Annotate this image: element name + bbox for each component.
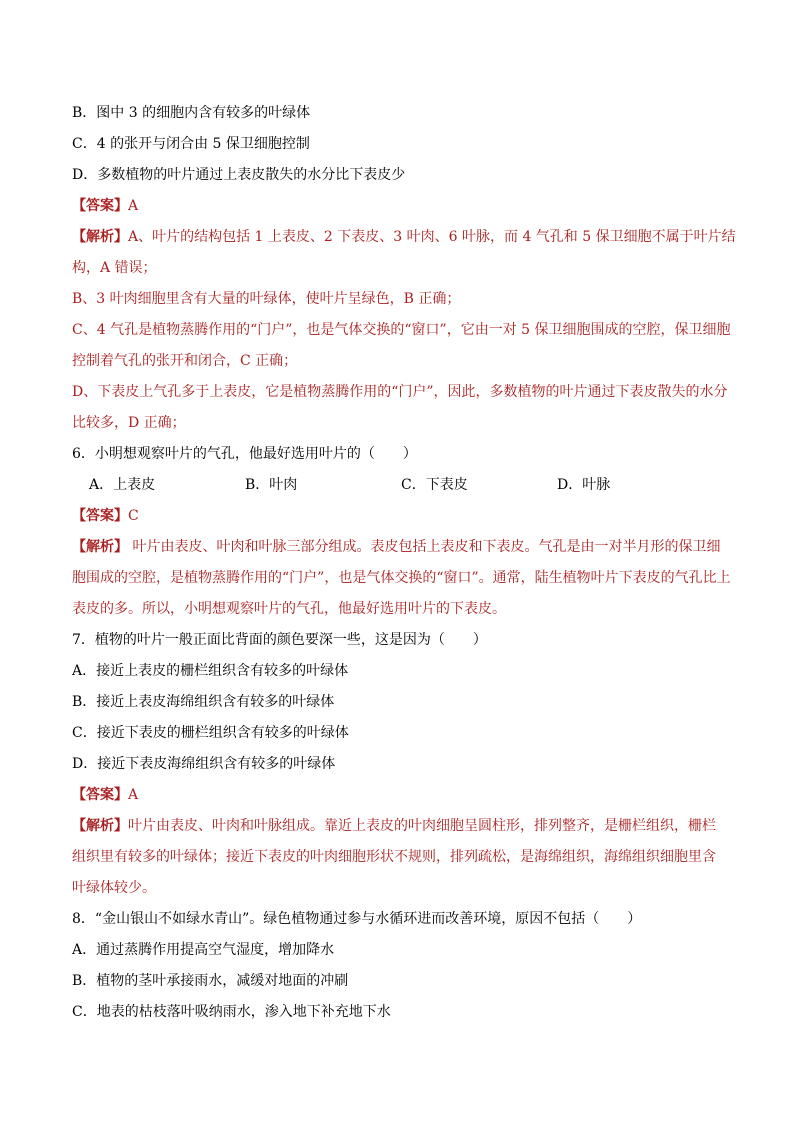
q6-answer [72, 501, 732, 532]
q7-option-a: A．接近上表皮的栅栏组织含有较多的叶绿体 [72, 663, 349, 679]
q5-analysis-line-7: 比较多，D 正确； [72, 415, 186, 431]
q6-options [72, 470, 732, 501]
q6-option-a: A．上表皮 [89, 477, 156, 493]
q5-analysis-line-5: 控制着气孔的张开和闭合，C 正确； [72, 353, 298, 369]
q5-analysis-line-3: B、3 叶肉细胞里含有大量的叶绿体，使叶片呈绿色，B 正确； [72, 291, 461, 307]
q5-analysis-line-2: 构，A 错误； [72, 260, 157, 276]
q8-stem: 8．“金山银山不如绿水青山”。绿色植物通过参与水循环进而改善环境，原因不包括（ ） [72, 911, 642, 927]
q5-analysis-line-6: D、下表皮上气孔多于上表皮，它是植物蒸腾作用的“门户”，因此，多数植物的叶片通过下表皮散失的水分 [72, 384, 728, 400]
q6-option-c: C．下表皮 [401, 477, 468, 493]
q7-stem: 7．植物的叶片一般正面比背面的颜色要深一些，这是因为（ ） [72, 632, 487, 648]
q7-analysis-line-1 [72, 811, 732, 842]
q5-answer [72, 191, 732, 222]
analysis-tag: 【解析】 [72, 539, 128, 555]
q6-analysis-line-3: 表皮的多。所以，小明想观察叶片的气孔，他最好选用叶片的下表皮。 [72, 601, 506, 617]
q7-answer [72, 780, 732, 811]
analysis-text: 叶片由表皮、叶肉和叶脉组成。靠近上表皮的叶肉细胞呈圆柱形，排列整齐，是栅栏组织，栅栏 [128, 818, 716, 834]
q5-option-c: C．4 的张开与闭合由 5 保卫细胞控制 [72, 136, 310, 152]
q6-option-d: D．叶脉 [557, 477, 611, 493]
q7-option-b: B．接近上表皮海绵组织含有较多的叶绿体 [72, 694, 335, 710]
q5-analysis-line-4: C、4 气孔是植物蒸腾作用的“门户”，也是气体交换的“窗口”，它由一对 5 保卫细胞围成的空腔，保卫细胞 [72, 322, 731, 338]
answer-tag: 【答案】 [72, 787, 128, 803]
q8-option-a: A．通过蒸腾作用提高空气湿度，增加降水 [72, 942, 335, 958]
q5-option-d: D．多数植物的叶片通过上表皮散失的水分比下表皮少 [72, 167, 406, 183]
q6-analysis-line-1 [72, 532, 732, 563]
answer-value: A [128, 787, 139, 803]
q7-option-d: D．接近下表皮海绵组织含有较多的叶绿体 [72, 756, 336, 772]
q6-option-b: B．叶肉 [245, 477, 298, 493]
analysis-tag: 【解析】 [72, 818, 128, 834]
q8-option-b: B．植物的茎叶承接雨水，减缓对地面的冲刷 [72, 973, 349, 989]
analysis-text: 叶片由表皮、叶肉和叶脉三部分组成。表皮包括上表皮和下表皮。气孔是由一对半月形的保卫细 [128, 539, 721, 555]
q7-option-c: C．接近下表皮的栅栏组织含有较多的叶绿体 [72, 725, 349, 741]
q8-option-c: C．地表的枯枝落叶吸纳雨水，渗入地下补充地下水 [72, 1004, 391, 1020]
q7-analysis-line-2: 组织里有较多的叶绿体；接近下表皮的叶肉细胞形状不规则，排列疏松，是海绵组织，海绵组织细胞里含 [72, 849, 716, 865]
answer-tag: 【答案】 [72, 198, 128, 214]
q6-analysis-line-2: 胞围成的空腔，是植物蒸腾作用的“门户”，也是气体交换的“窗口”。通常，陆生植物叶片下表皮的气孔比上 [72, 570, 731, 586]
analysis-tag: 【解析】 [72, 229, 128, 245]
answer-value: C [128, 508, 139, 524]
q5-analysis-line-1 [72, 222, 736, 253]
document-page [72, 98, 736, 1028]
answer-value: A [128, 198, 139, 214]
q6-stem: 6．小明想观察叶片的气孔，他最好选用叶片的（ ） [72, 446, 417, 462]
q7-analysis-line-3: 叶绿体较少。 [72, 880, 156, 896]
analysis-text: A、叶片的结构包括 1 上表皮、2 下表皮、3 叶肉、6 叶脉，而 4 气孔和 5 保卫细胞不属于叶片结 [128, 229, 736, 245]
answer-tag: 【答案】 [72, 508, 128, 524]
q5-option-b: B．图中 3 的细胞内含有较多的叶绿体 [72, 105, 311, 121]
